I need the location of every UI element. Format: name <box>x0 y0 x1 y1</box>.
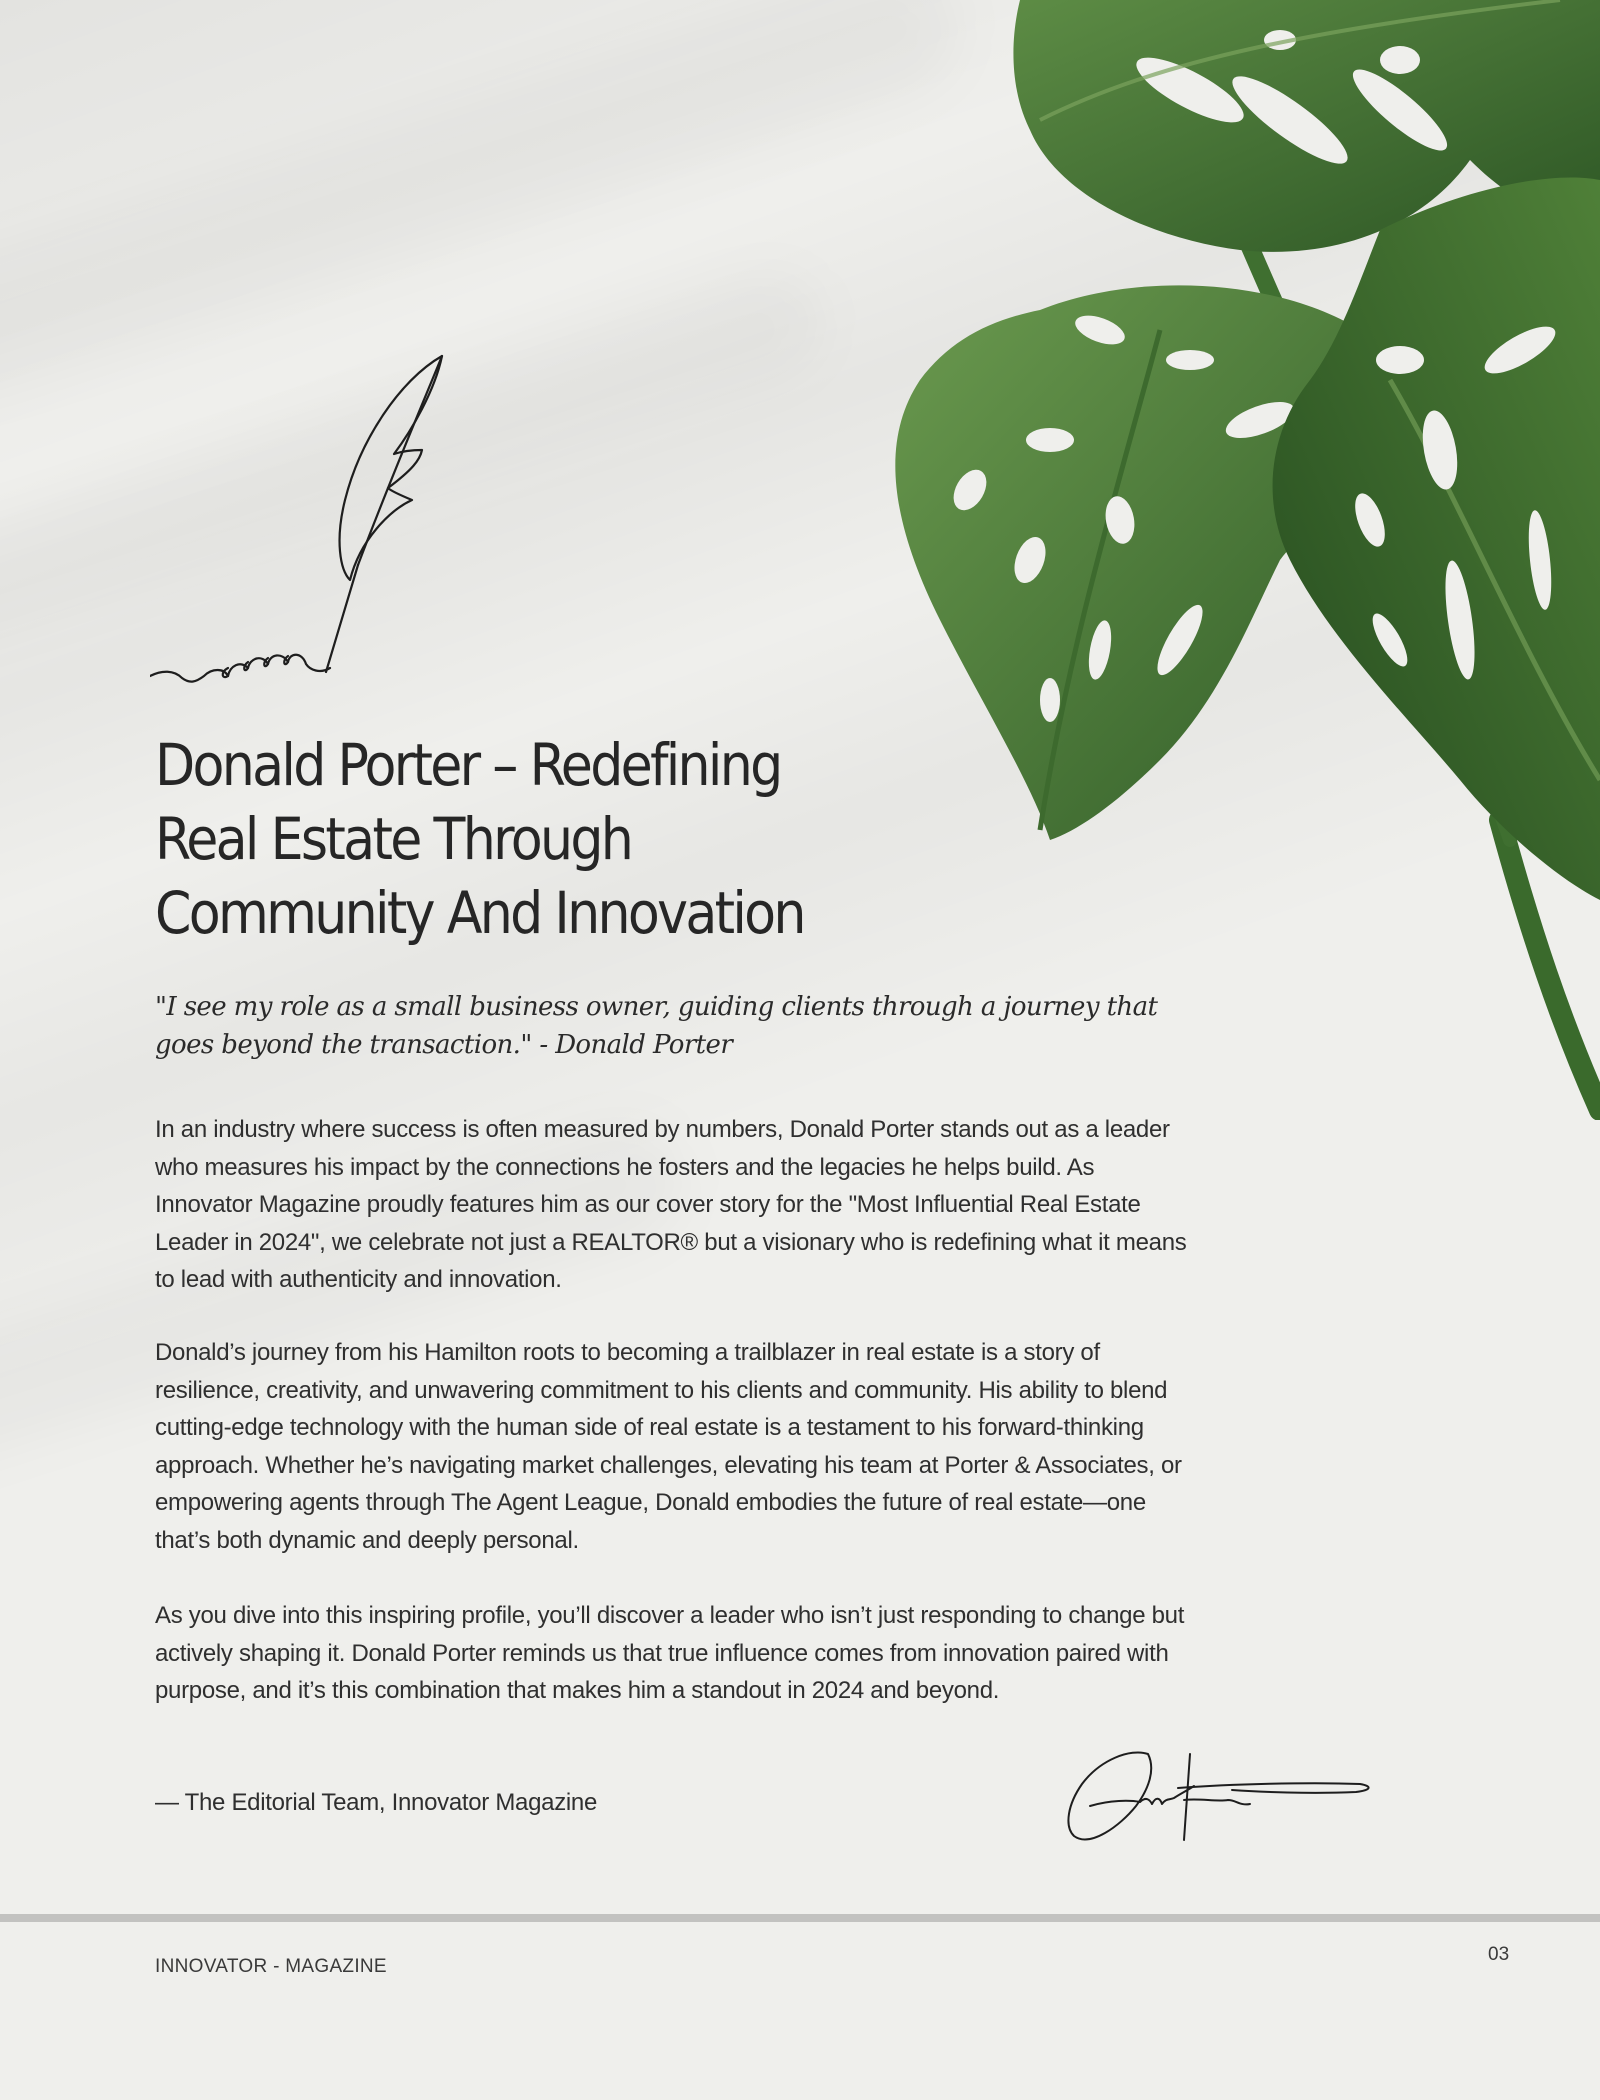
publication-name: INNOVATOR - MAGAZINE <box>155 1956 387 1977</box>
pull-quote: "I see my role as a small business owner, guiding clients through a journey that goes beyond the transaction." - Donald Porter <box>155 992 1158 1060</box>
footer-divider <box>0 1914 1600 1922</box>
monstera-leaf-illustration <box>860 0 1600 1120</box>
quill-pen-illustration <box>150 350 460 690</box>
editorial-credit: — The Editorial Team, Innovator Magazine <box>155 1789 598 1816</box>
handwritten-signature <box>1060 1740 1380 1850</box>
light-shadow-band <box>0 0 972 407</box>
article-title: Donald Porter – Redefining Real Estate Through Community And Innovation <box>155 731 804 947</box>
page-number: 03 <box>1488 1944 1510 1965</box>
article-paragraph: As you dive into this inspiring profile, you’ll discover a leader who isn’t just responding to change but actively shaping it. Donald Porter reminds us that true influence comes from innovation paired with purpose, and it’s this combination that makes him a standout in 2024 and beyond. <box>155 1602 1185 1704</box>
leaf-right <box>1273 177 1600 900</box>
article-paragraph: In an industry where success is often measured by numbers, Donald Porter stands out as a leader who measures his impact by the connections he fosters and the legacies he helps build. As Innovator Magazine proudly features him as our cover story for the "Most Influential Real Estate Leader in 2024", we celebrate not just a REALTOR® but a visionary who is redefining what it means to lead with authenticity and innovation. <box>155 1116 1187 1293</box>
article-paragraph: Donald’s journey from his Hamilton roots to becoming a trailblazer in real estate is a story of resilience, creativity, and unwavering commitment to his clients and community. His ability to blend cutting-edge technology with the human side of real estate is a testament to his forward-thinking approach. Whether he’s navigating market challenges, elevating his team at Porter & Associates, or empowering agents through The Agent League, Donald embodies the future of real estate—one that’s both dynamic and deeply personal. <box>155 1339 1182 1554</box>
